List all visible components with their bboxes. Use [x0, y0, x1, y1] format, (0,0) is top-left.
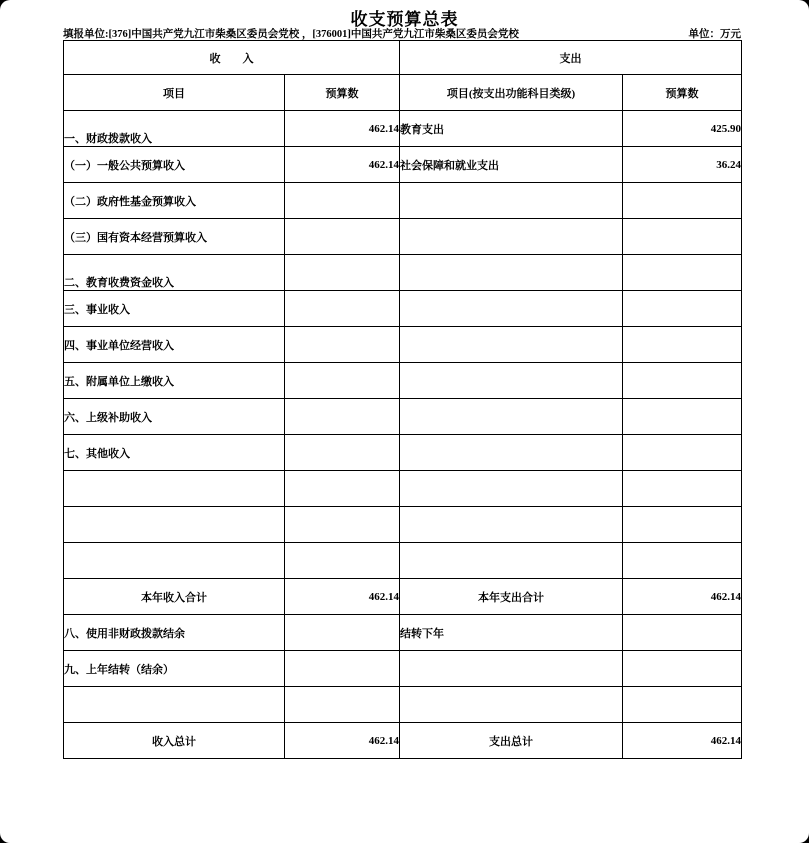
- expense-budget-cell: [623, 399, 742, 435]
- table-row: [64, 507, 742, 543]
- expense-budget-header: 预算数: [623, 75, 742, 111]
- income-item-cell: 九、上年结转（结余）: [64, 651, 285, 687]
- expense-group-header: 支出: [400, 41, 742, 75]
- table-row: [64, 363, 742, 399]
- income-budget-cell: 462.14: [285, 147, 400, 183]
- table-row: [64, 291, 742, 327]
- income-budget-cell: [285, 543, 400, 579]
- income-budget-cell: [285, 327, 400, 363]
- expense-budget-cell: 462.14: [623, 579, 742, 615]
- table-row: [64, 399, 742, 435]
- table-row: [64, 111, 742, 147]
- reporting-unit-line: 填报单位:[376]中国共产党九江市柴桑区委员会党校 ，[376001]中国共产党九江市柴桑区委员会党校: [63, 29, 519, 40]
- table-row: [64, 327, 742, 363]
- expense-budget-cell: [623, 219, 742, 255]
- expense-budget-cell: [623, 543, 742, 579]
- income-item-cell: 收入总计: [64, 723, 285, 759]
- budget-summary-table: [63, 40, 742, 759]
- table-row: [64, 219, 742, 255]
- income-budget-cell: [285, 219, 400, 255]
- income-item-cell: 一、财政拨款收入: [64, 111, 285, 147]
- group-header-row: [64, 41, 742, 75]
- expense-budget-cell: [623, 651, 742, 687]
- income-item-cell: 六、上级补助收入: [64, 399, 285, 435]
- unit-of-measure-label: 单位：万元: [688, 29, 741, 40]
- income-item-cell: 本年收入合计: [64, 579, 285, 615]
- income-budget-cell: [285, 615, 400, 651]
- expense-budget-cell: [623, 687, 742, 723]
- income-item-cell: （二）政府性基金预算收入: [64, 183, 285, 219]
- income-budget-cell: [285, 507, 400, 543]
- income-item-cell: [64, 687, 285, 723]
- expense-budget-cell: [623, 183, 742, 219]
- income-budget-cell: [285, 651, 400, 687]
- expense-item-cell: 社会保障和就业支出: [400, 147, 623, 183]
- expense-item-cell: [400, 435, 623, 471]
- table-row: [64, 543, 742, 579]
- income-item-cell: 五、附属单位上缴收入: [64, 363, 285, 399]
- expense-item-cell: [400, 363, 623, 399]
- income-item-cell: 七、其他收入: [64, 435, 285, 471]
- income-item-cell: 二、教育收费资金收入: [64, 255, 285, 291]
- income-item-cell: [64, 471, 285, 507]
- expense-item-cell: [400, 219, 623, 255]
- expense-item-header: 项目(按支出功能科目类级): [400, 75, 623, 111]
- expense-budget-cell: 36.24: [623, 147, 742, 183]
- expense-budget-cell: [623, 327, 742, 363]
- expense-item-cell: [400, 399, 623, 435]
- table-row: [64, 147, 742, 183]
- table-row: [64, 579, 742, 615]
- expense-budget-cell: [623, 291, 742, 327]
- expense-budget-cell: [623, 507, 742, 543]
- income-budget-cell: [285, 291, 400, 327]
- income-budget-cell: 462.14: [285, 579, 400, 615]
- income-group-header: 收 入: [64, 41, 400, 75]
- expense-item-cell: [400, 183, 623, 219]
- table-row: [64, 615, 742, 651]
- income-item-cell: 三、事业收入: [64, 291, 285, 327]
- expense-item-cell: [400, 327, 623, 363]
- table-row: [64, 255, 742, 291]
- income-item-cell: （一）一般公共预算收入: [64, 147, 285, 183]
- income-item-cell: 四、事业单位经营收入: [64, 327, 285, 363]
- column-header-row: [64, 75, 742, 111]
- expense-budget-cell: [623, 363, 742, 399]
- table-row: [64, 687, 742, 723]
- expense-budget-cell: 462.14: [623, 723, 742, 759]
- income-budget-cell: 462.14: [285, 723, 400, 759]
- table-row: [64, 723, 742, 759]
- expense-item-cell: [400, 687, 623, 723]
- expense-item-cell: 本年支出合计: [400, 579, 623, 615]
- expense-item-cell: 教育支出: [400, 111, 623, 147]
- expense-budget-cell: [623, 435, 742, 471]
- expense-item-cell: [400, 291, 623, 327]
- table-row: [64, 471, 742, 507]
- income-item-cell: [64, 543, 285, 579]
- income-budget-cell: [285, 363, 400, 399]
- expense-item-cell: 结转下年: [400, 615, 623, 651]
- expense-item-cell: [400, 255, 623, 291]
- expense-budget-cell: [623, 471, 742, 507]
- income-budget-cell: 462.14: [285, 111, 400, 147]
- expense-item-cell: 支出总计: [400, 723, 623, 759]
- table-body: [64, 111, 742, 759]
- income-item-header: 项目: [64, 75, 285, 111]
- expense-item-cell: [400, 507, 623, 543]
- income-budget-cell: [285, 399, 400, 435]
- table-row: [64, 435, 742, 471]
- expense-budget-cell: 425.90: [623, 111, 742, 147]
- income-budget-cell: [285, 183, 400, 219]
- income-item-cell: 八、使用非财政拨款结余: [64, 615, 285, 651]
- meta-row: [63, 26, 741, 41]
- income-budget-cell: [285, 435, 400, 471]
- income-budget-cell: [285, 687, 400, 723]
- income-item-cell: [64, 507, 285, 543]
- expense-budget-cell: [623, 255, 742, 291]
- table-row: [64, 651, 742, 687]
- expense-item-cell: [400, 471, 623, 507]
- expense-item-cell: [400, 651, 623, 687]
- income-budget-cell: [285, 471, 400, 507]
- page-title: 收支预算总表: [350, 10, 459, 29]
- income-budget-header: 预算数: [285, 75, 400, 111]
- expense-item-cell: [400, 543, 623, 579]
- income-budget-cell: [285, 255, 400, 291]
- expense-budget-cell: [623, 615, 742, 651]
- income-item-cell: （三）国有资本经营预算收入: [64, 219, 285, 255]
- table-row: [64, 183, 742, 219]
